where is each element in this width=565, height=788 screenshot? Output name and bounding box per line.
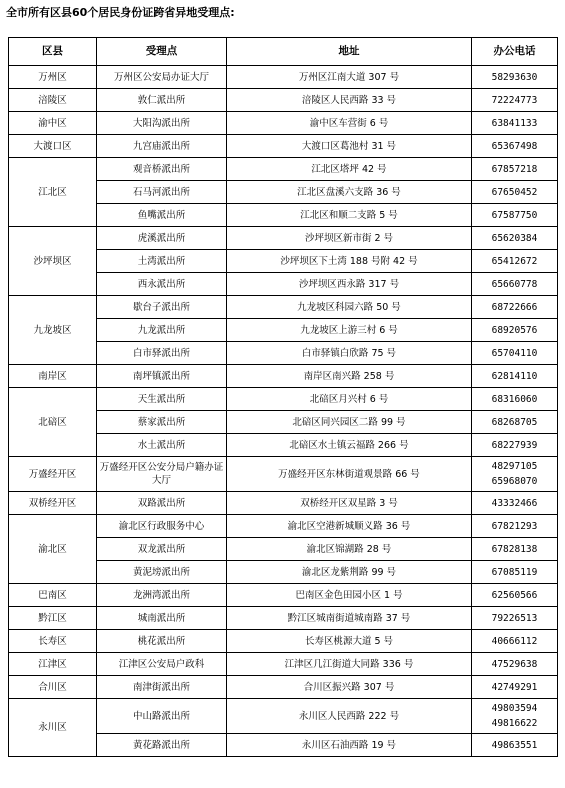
phone-number: 49816622 xyxy=(491,718,538,729)
phone-number: 40666112 xyxy=(491,635,538,647)
address-cell: 江北区塔坪 42 号 xyxy=(227,158,472,181)
office-cell: 万盛经开区公安分局户籍办证大厅 xyxy=(97,457,227,492)
phone-number: 79226513 xyxy=(491,612,538,624)
phone-number: 63841133 xyxy=(491,117,538,129)
table-row xyxy=(9,388,558,411)
office-cell: 石马河派出所 xyxy=(97,181,227,204)
address-cell: 万州区江南大道 307 号 xyxy=(227,66,472,89)
phone-cell xyxy=(472,204,558,227)
office-cell: 黄花路派出所 xyxy=(97,734,227,757)
office-cell: 白市驿派出所 xyxy=(97,342,227,365)
phone-cell xyxy=(472,734,558,757)
phone-cell xyxy=(472,250,558,273)
district-cell: 黔江区 xyxy=(9,607,97,630)
phone-number: 65620384 xyxy=(491,232,538,244)
phone-cell xyxy=(472,319,558,342)
table-row xyxy=(9,630,558,653)
office-cell: 黄泥塝派出所 xyxy=(97,561,227,584)
phone-cell xyxy=(472,342,558,365)
district-cell: 万州区 xyxy=(9,66,97,89)
table-row xyxy=(9,653,558,676)
office-cell: 蔡家派出所 xyxy=(97,411,227,434)
office-cell: 双龙派出所 xyxy=(97,538,227,561)
office-cell: 桃花派出所 xyxy=(97,630,227,653)
address-cell: 渝北区龙紫荆路 99 号 xyxy=(227,561,472,584)
address-cell: 大渡口区葛池村 31 号 xyxy=(227,135,472,158)
phone-number: 67857218 xyxy=(491,163,538,175)
district-cell: 永川区 xyxy=(9,699,97,757)
district-cell: 北碚区 xyxy=(9,388,97,457)
district-cell: 双桥经开区 xyxy=(9,492,97,515)
office-cell: 歇台子派出所 xyxy=(97,296,227,319)
district-cell: 九龙坡区 xyxy=(9,296,97,365)
address-cell: 长寿区桃源大道 5 号 xyxy=(227,630,472,653)
table-row xyxy=(9,112,558,135)
phone-number: 67587750 xyxy=(491,209,538,221)
phone-cell xyxy=(472,181,558,204)
phone-number: 67821293 xyxy=(491,520,538,532)
phone-number: 43332466 xyxy=(491,497,538,509)
office-cell: 虎溪派出所 xyxy=(97,227,227,250)
address-cell: 渝北区锦湖路 28 号 xyxy=(227,538,472,561)
address-cell: 江北区和顺二支路 5 号 xyxy=(227,204,472,227)
district-cell: 渝北区 xyxy=(9,515,97,584)
office-cell: 双路派出所 xyxy=(97,492,227,515)
header-office: 受理点 xyxy=(97,38,227,66)
address-cell: 九龙坡区上游三村 6 号 xyxy=(227,319,472,342)
district-cell: 合川区 xyxy=(9,676,97,699)
office-cell: 南津街派出所 xyxy=(97,676,227,699)
phone-number: 49863551 xyxy=(491,739,538,751)
address-cell: 北碚区水土镇云福路 266 号 xyxy=(227,434,472,457)
office-cell: 大阳沟派出所 xyxy=(97,112,227,135)
table-row xyxy=(9,676,558,699)
address-cell: 北碚区月兴村 6 号 xyxy=(227,388,472,411)
office-cell: 土湾派出所 xyxy=(97,250,227,273)
phone-number: 67650452 xyxy=(491,186,538,198)
phone-number: 68227939 xyxy=(491,439,538,451)
office-cell: 中山路派出所 xyxy=(97,699,227,734)
phone-number: 65968070 xyxy=(491,476,538,487)
table-row xyxy=(9,492,558,515)
address-cell: 永川区人民西路 222 号 xyxy=(227,699,472,734)
address-cell: 江北区盘溪六支路 36 号 xyxy=(227,181,472,204)
district-cell: 万盛经开区 xyxy=(9,457,97,492)
district-cell: 江北区 xyxy=(9,158,97,227)
phone-cell xyxy=(472,365,558,388)
district-cell: 南岸区 xyxy=(9,365,97,388)
phone-number: 49803594 xyxy=(491,703,538,714)
phone-cell xyxy=(472,457,558,492)
phone-cell xyxy=(472,434,558,457)
table-body xyxy=(9,66,558,757)
phone-number: 67828138 xyxy=(491,543,538,555)
phone-number: 65412672 xyxy=(491,255,538,267)
phone-number: 68316060 xyxy=(491,393,538,405)
table-row xyxy=(9,457,558,492)
district-cell: 江津区 xyxy=(9,653,97,676)
phone-cell xyxy=(472,630,558,653)
phone-number: 48297105 xyxy=(491,461,538,472)
phone-number: 62560566 xyxy=(491,589,538,601)
phone-cell xyxy=(472,89,558,112)
address-cell: 渝中区车营街 6 号 xyxy=(227,112,472,135)
address-cell: 沙坪坝区下土湾 188 号附 42 号 xyxy=(227,250,472,273)
office-cell: 敦仁派出所 xyxy=(97,89,227,112)
header-phone: 办公电话 xyxy=(472,38,558,66)
phone-cell xyxy=(472,561,558,584)
address-cell: 北碚区同兴园区二路 99 号 xyxy=(227,411,472,434)
phone-cell xyxy=(472,515,558,538)
phone-cell xyxy=(472,135,558,158)
address-cell: 万盛经开区东林街道观景路 66 号 xyxy=(227,457,472,492)
table-row xyxy=(9,135,558,158)
table-row xyxy=(9,66,558,89)
district-cell: 渝中区 xyxy=(9,112,97,135)
phone-cell xyxy=(472,112,558,135)
table-row xyxy=(9,607,558,630)
address-cell: 南岸区南兴路 258 号 xyxy=(227,365,472,388)
phone-number: 65367498 xyxy=(491,140,538,152)
table-row xyxy=(9,227,558,250)
service-points-table xyxy=(8,37,558,757)
table-row xyxy=(9,699,558,734)
table-row xyxy=(9,515,558,538)
address-cell: 永川区石油西路 19 号 xyxy=(227,734,472,757)
phone-cell xyxy=(472,227,558,250)
office-cell: 鱼嘴派出所 xyxy=(97,204,227,227)
phone-cell xyxy=(472,411,558,434)
phone-cell xyxy=(472,538,558,561)
phone-cell xyxy=(472,66,558,89)
phone-cell xyxy=(472,653,558,676)
phone-number: 58293630 xyxy=(491,71,538,83)
table-row xyxy=(9,89,558,112)
page-title: 全市所有区县60个居民身份证跨省异地受理点: xyxy=(6,6,235,19)
table-row xyxy=(9,365,558,388)
district-cell: 涪陵区 xyxy=(9,89,97,112)
phone-cell xyxy=(472,584,558,607)
address-cell: 白市驿镇白欣路 75 号 xyxy=(227,342,472,365)
office-cell: 九龙派出所 xyxy=(97,319,227,342)
phone-number: 68920576 xyxy=(491,324,538,336)
office-cell: 西永派出所 xyxy=(97,273,227,296)
phone-cell xyxy=(472,699,558,734)
header-address: 地址 xyxy=(227,38,472,66)
address-cell: 合川区振兴路 307 号 xyxy=(227,676,472,699)
phone-number: 42749291 xyxy=(491,681,538,693)
office-cell: 九宫庙派出所 xyxy=(97,135,227,158)
address-cell: 双桥经开区双星路 3 号 xyxy=(227,492,472,515)
office-cell: 天生派出所 xyxy=(97,388,227,411)
phone-cell xyxy=(472,388,558,411)
district-cell: 大渡口区 xyxy=(9,135,97,158)
address-cell: 涪陵区人民西路 33 号 xyxy=(227,89,472,112)
office-cell: 南坪镇派出所 xyxy=(97,365,227,388)
phone-number: 72224773 xyxy=(491,94,538,106)
address-cell: 九龙坡区科园六路 50 号 xyxy=(227,296,472,319)
district-cell: 巴南区 xyxy=(9,584,97,607)
address-cell: 巴南区金色田园小区 1 号 xyxy=(227,584,472,607)
table-row xyxy=(9,158,558,181)
phone-number: 62814110 xyxy=(491,370,538,382)
phone-number: 67085119 xyxy=(491,566,538,578)
phone-number: 47529638 xyxy=(491,658,538,670)
header-district: 区县 xyxy=(9,38,97,66)
phone-number: 68268705 xyxy=(491,416,538,428)
phone-number: 65660778 xyxy=(491,278,538,290)
office-cell: 观音桥派出所 xyxy=(97,158,227,181)
address-cell: 黔江区城南街道城南路 37 号 xyxy=(227,607,472,630)
district-cell: 沙坪坝区 xyxy=(9,227,97,296)
table-header-row xyxy=(9,38,558,66)
phone-number: 68722666 xyxy=(491,301,538,313)
phone-cell xyxy=(472,492,558,515)
phone-cell xyxy=(472,296,558,319)
phone-number: 65704110 xyxy=(491,347,538,359)
address-cell: 沙坪坝区西永路 317 号 xyxy=(227,273,472,296)
office-cell: 城南派出所 xyxy=(97,607,227,630)
address-cell: 渝北区空港新城顺义路 36 号 xyxy=(227,515,472,538)
phone-cell xyxy=(472,158,558,181)
office-cell: 渝北区行政服务中心 xyxy=(97,515,227,538)
address-cell: 沙坪坝区新市街 2 号 xyxy=(227,227,472,250)
office-cell: 万州区公安局办证大厅 xyxy=(97,66,227,89)
table-row xyxy=(9,296,558,319)
phone-cell xyxy=(472,273,558,296)
office-cell: 龙洲湾派出所 xyxy=(97,584,227,607)
phone-cell xyxy=(472,676,558,699)
office-cell: 水土派出所 xyxy=(97,434,227,457)
office-cell: 江津区公安局户政科 xyxy=(97,653,227,676)
phone-cell xyxy=(472,607,558,630)
address-cell: 江津区几江街道大同路 336 号 xyxy=(227,653,472,676)
table-row xyxy=(9,584,558,607)
district-cell: 长寿区 xyxy=(9,630,97,653)
